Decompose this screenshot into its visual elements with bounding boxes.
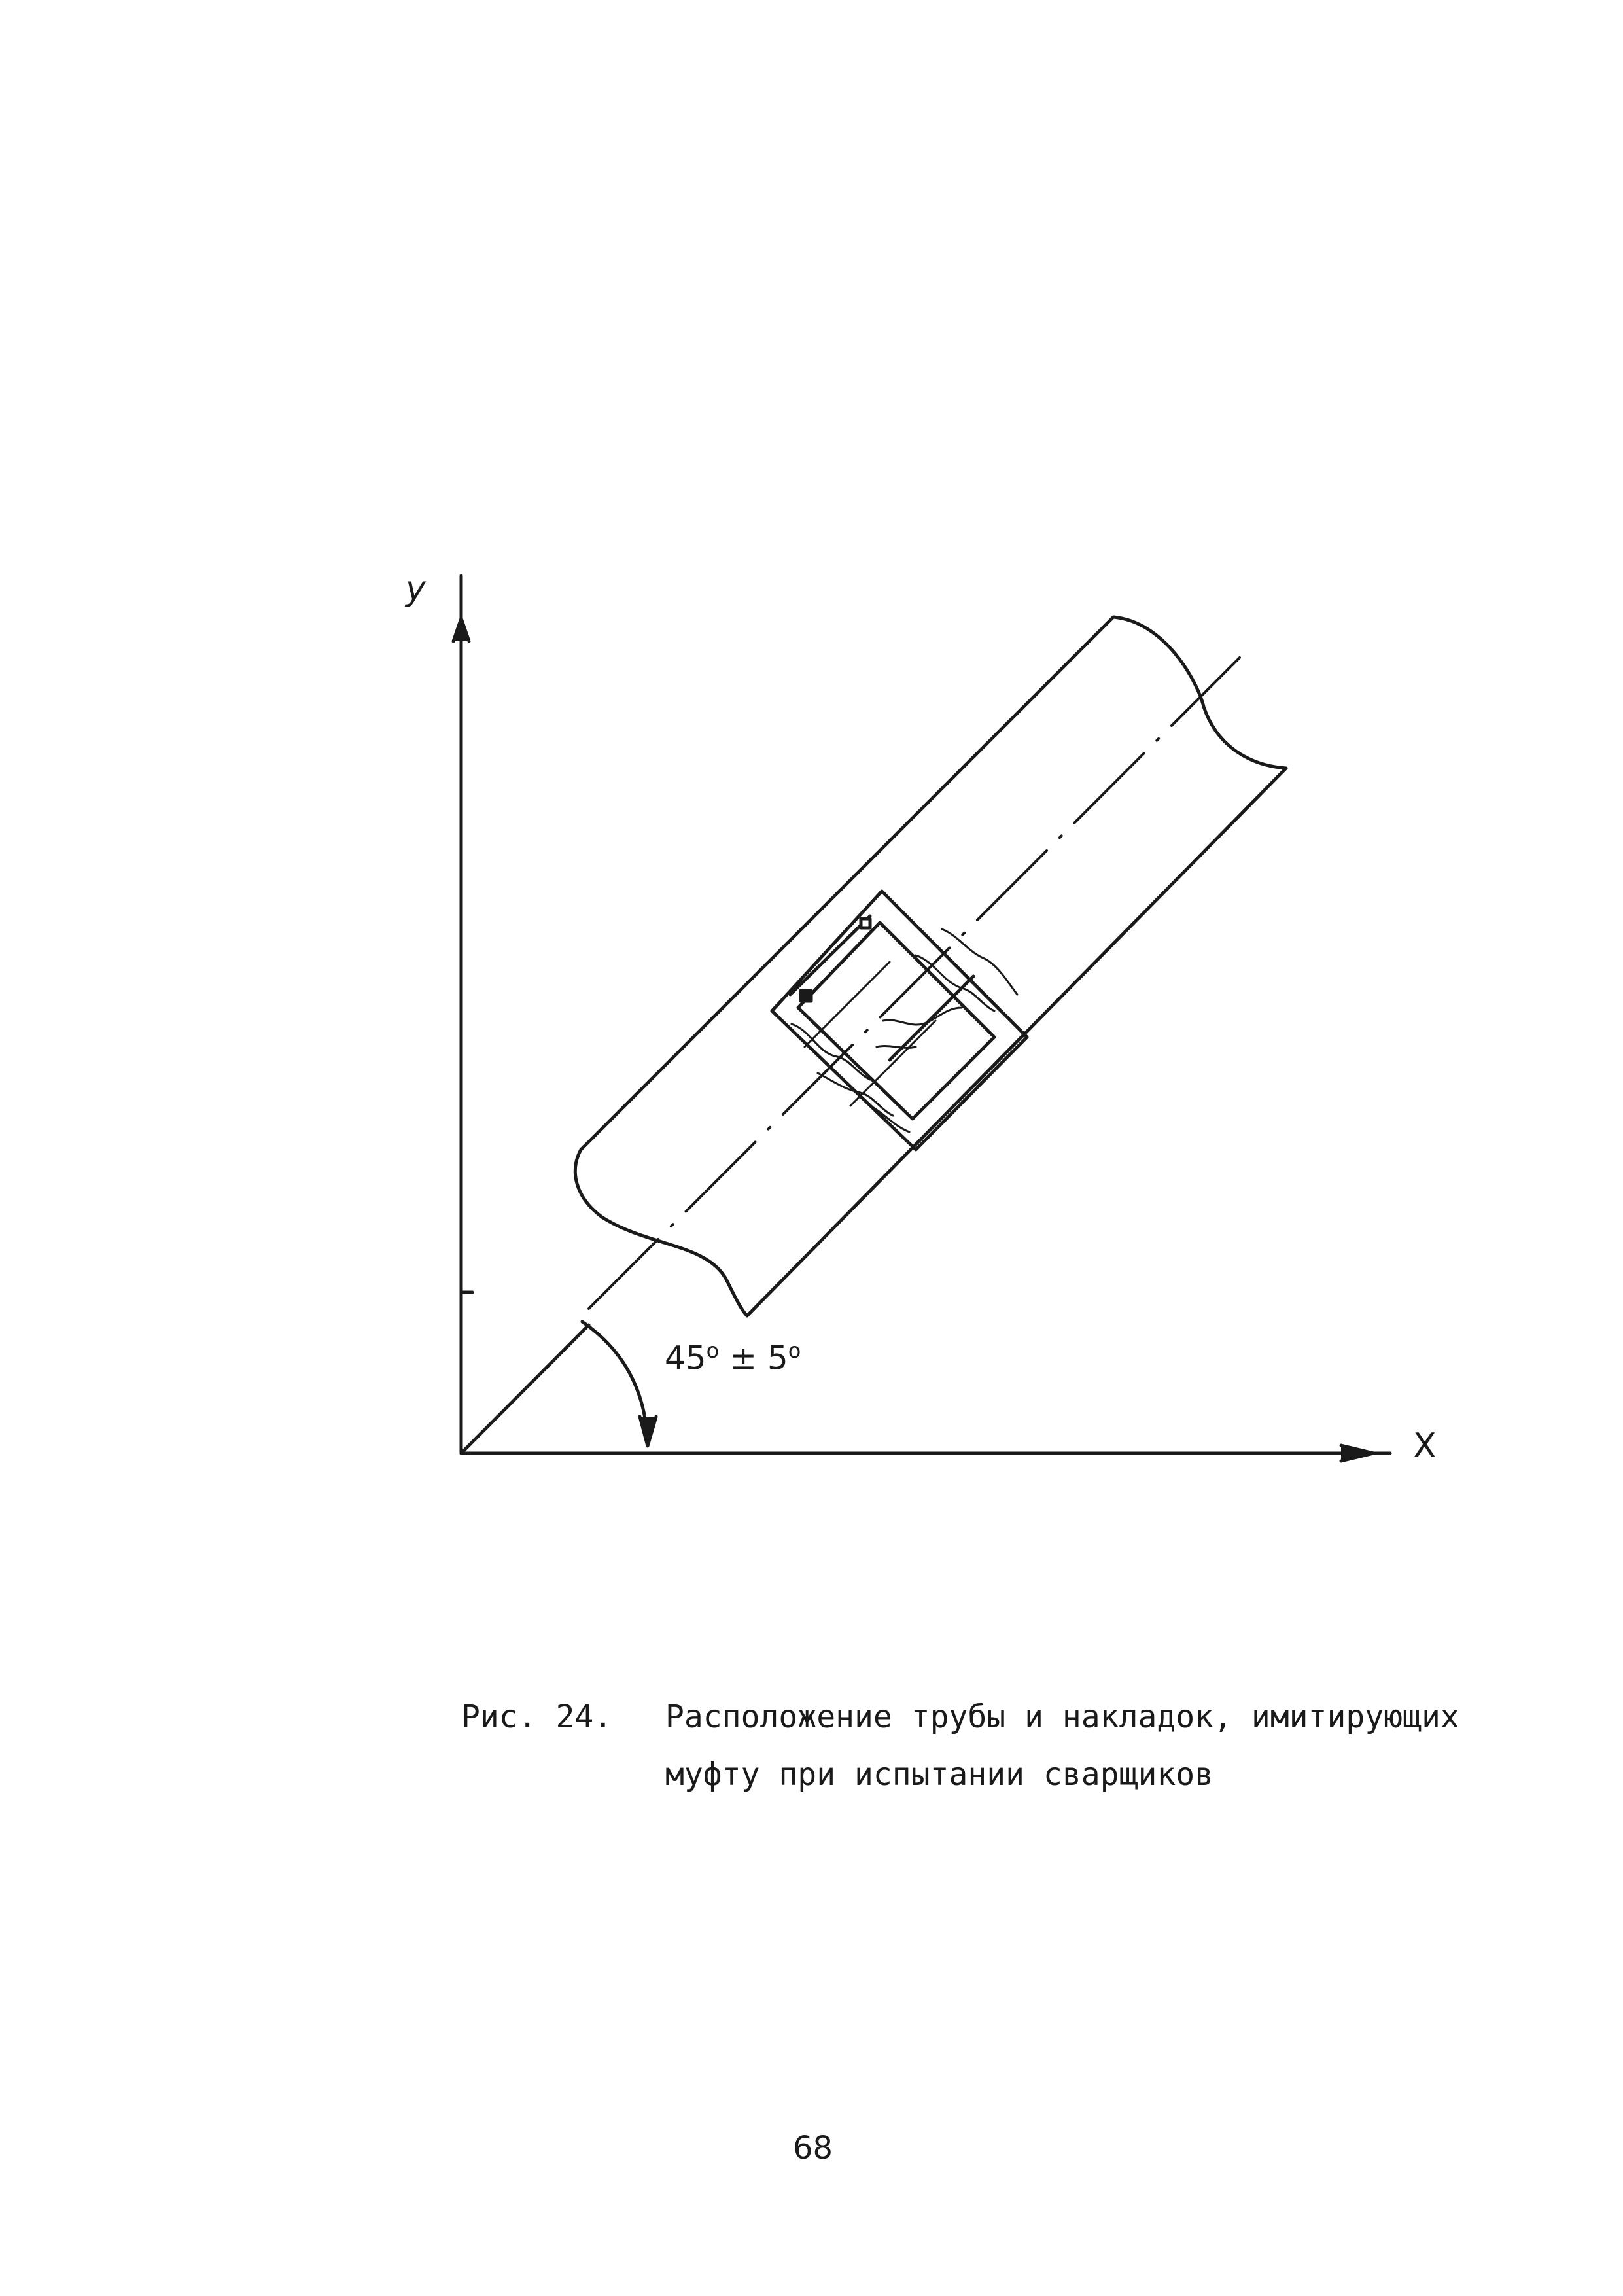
angle-reference-line: [461, 1325, 589, 1453]
angle-value: 45: [665, 1339, 707, 1377]
coupling-stop-2: [861, 919, 870, 928]
angle-label: [665, 1338, 801, 1377]
coupling-overlays: [772, 891, 1027, 1150]
pipe-upper-edge: [581, 617, 1113, 1150]
x-axis-label: X: [1413, 1426, 1437, 1466]
pipe-lower-edge: [747, 768, 1286, 1316]
x-axis-arrow: [1341, 1445, 1374, 1461]
caption-prefix: Рис. 24.: [461, 1699, 613, 1735]
coupling-hatch-6: [883, 1008, 962, 1025]
caption-line-2: муфту при испытании сварщиков: [665, 1756, 1214, 1793]
pipe-break-upper: [1113, 617, 1286, 768]
angle-tolerance-degree-mark: o: [788, 1338, 801, 1363]
coupling-hatch-2: [818, 1073, 893, 1116]
angle-plus-minus: ±: [729, 1339, 758, 1377]
pipe-center-line: [589, 658, 1240, 1309]
angle-degree-mark: o: [706, 1338, 720, 1363]
coupling-hatch-1: [792, 1024, 870, 1080]
coupling-band-3: [805, 962, 890, 1047]
caption-line-1: [461, 1688, 1459, 1746]
figure-caption: [461, 1688, 1459, 1803]
angle-arc-arrow: [640, 1417, 656, 1446]
y-axis-arrow: [453, 618, 469, 641]
angle-arc: [582, 1322, 648, 1443]
page-number: 68: [793, 2130, 833, 2166]
coupling-stop-1: [801, 991, 811, 1001]
caption-text-1: Расположение трубы и накладок, имитирующих: [665, 1699, 1459, 1735]
y-axis-label: y: [406, 569, 426, 609]
angle-tolerance: 5: [767, 1339, 788, 1377]
